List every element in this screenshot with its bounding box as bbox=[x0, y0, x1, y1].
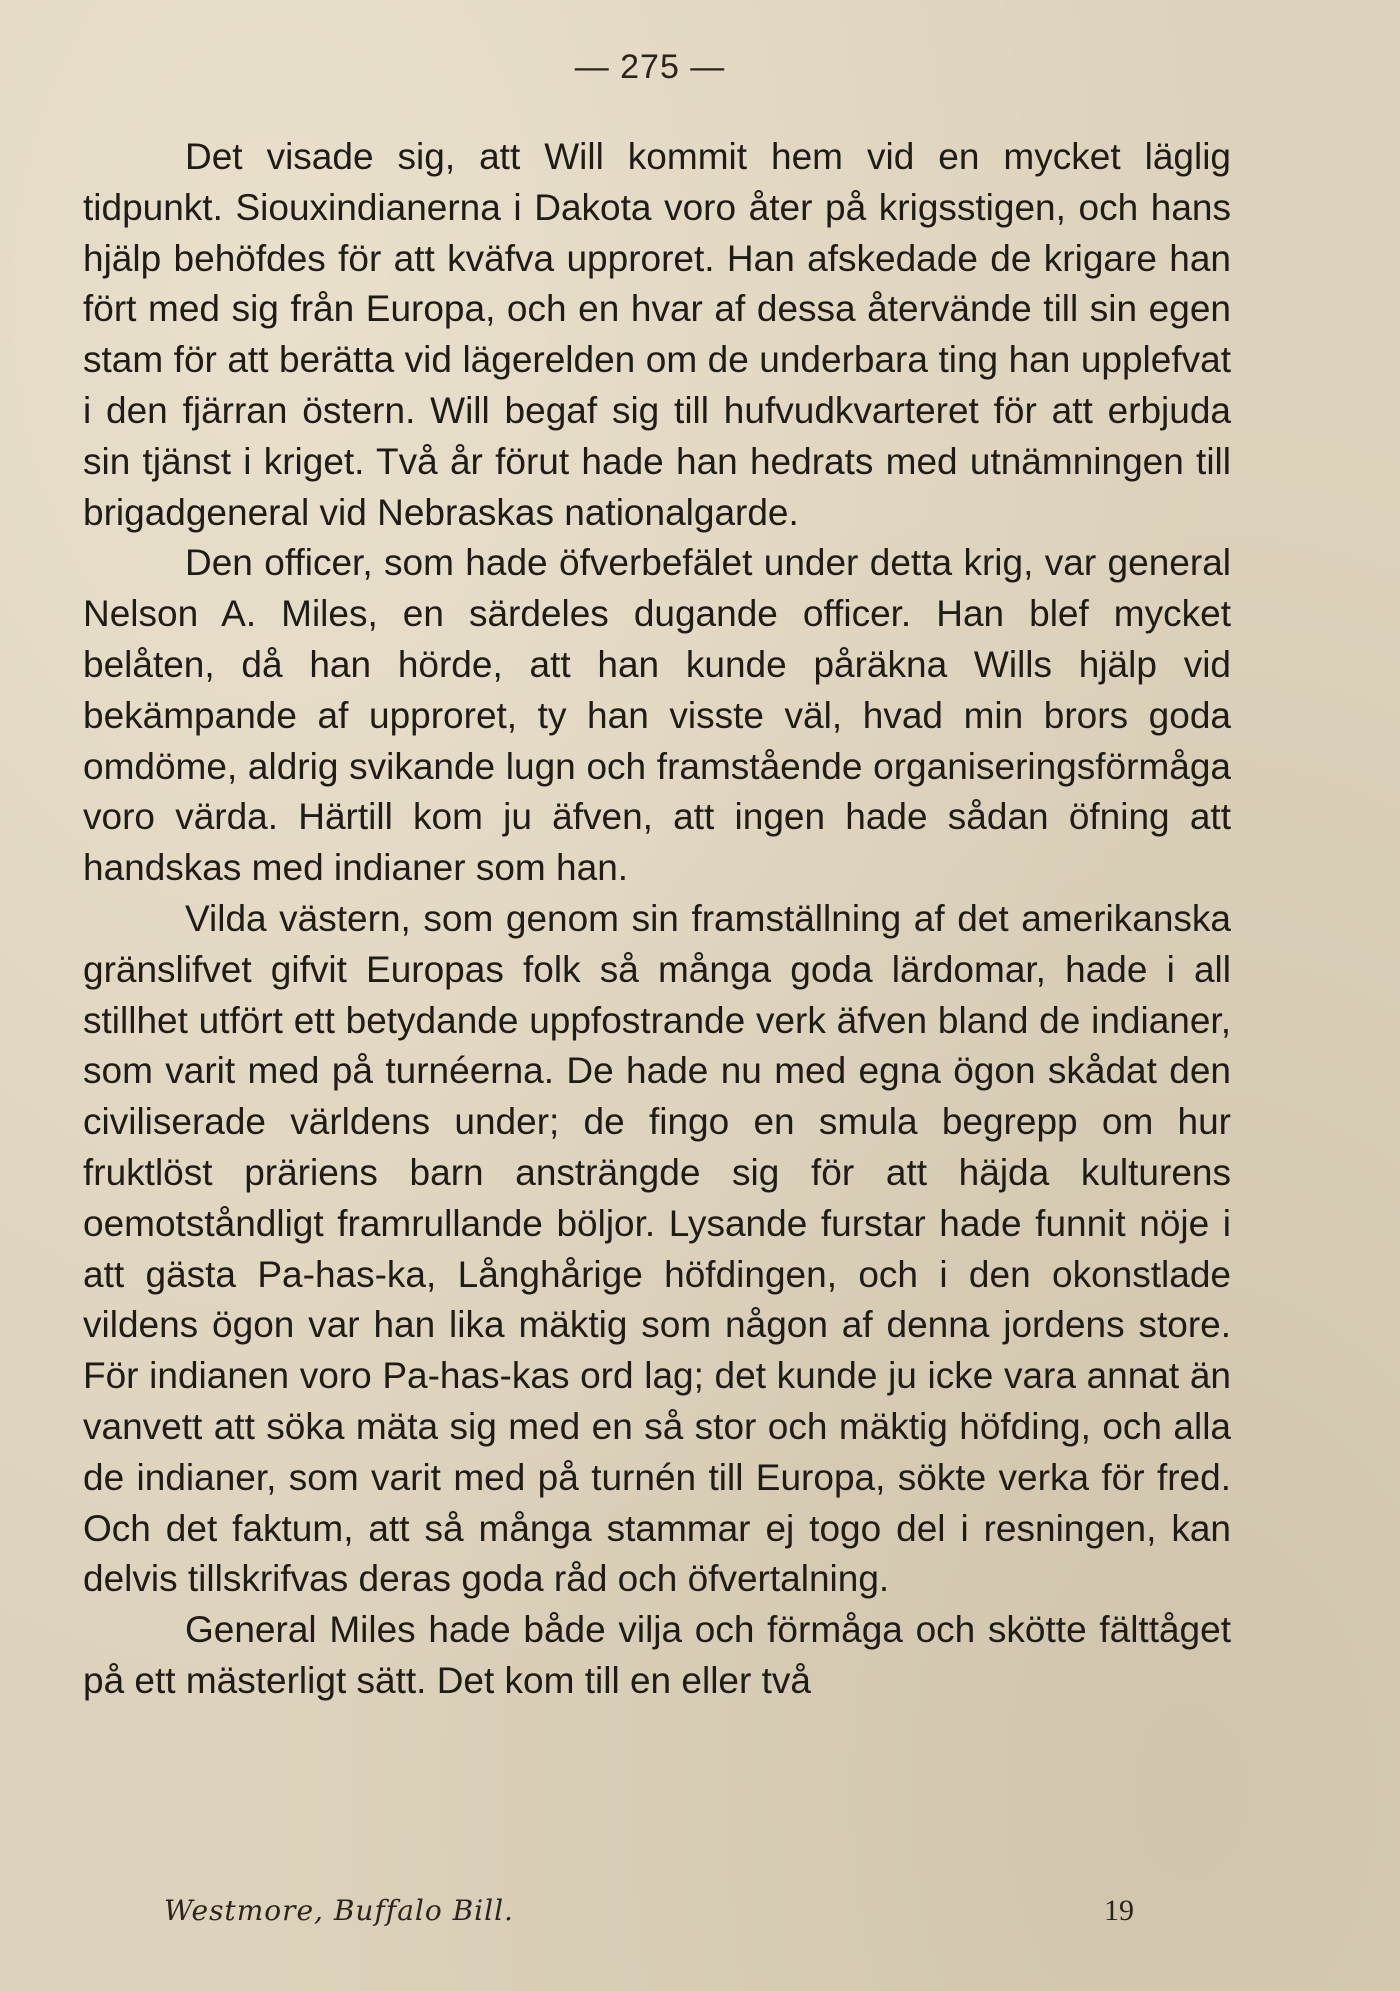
sheet-number: 19 bbox=[1104, 1894, 1134, 1927]
body-text bbox=[83, 132, 1231, 1707]
paragraph: Vilda västern, som genom sin framställning af det amerikanska gränslifvet gifvit Europas folk så många goda lärdomar, hade i all stillhet utfört ett betydande uppfostrande verk äfven bland de indianer, som varit med på turnéerna. De hade nu med egna ögon skådat den civiliserade världens under; de fingo en smula begrepp om hur fruktlöst präriens barn ansträngde sig för att häjda kulturens oemotståndligt framrullande böljor. Lysande furstar hade funnit nöje i att gästa Pa-has-ka, Långhårige höfdingen, och i den okonstlade vildens ögon var han lika mäktig som någon af denna jordens store. För indianen voro Pa-has-kas ord lag; det kunde ju icke vara annat än vanvett att söka mäta sig med en så stor och mäktig höfding, och alla de indianer, som varit med på turnén till Europa, sökte verka för fred. Och det faktum, att så många stammar ej togo del i resningen, kan delvis tillskrifvas deras goda råd och öfvertalning. bbox=[83, 897, 1231, 1600]
footer-signature: Westmore, Buffalo Bill. bbox=[164, 1894, 514, 1927]
page-number: — 275 — bbox=[574, 48, 726, 86]
paragraph: Det visade sig, att Will kommit hem vid en mycket läglig tidpunkt. Siouxindianerna i Dakota voro åter på krigsstigen, och hans hjälp behöfdes för att kväfva upproret. Han afskedade de krigare han fört med sig från Europa, och en hvar af dessa återvände till sin egen stam för att berätta vid lägerelden om de underbara ting han upplefvat i den fjärran östern. Will begaf sig till hufvudkvarteret för att erbjuda sin tjänst i kriget. Två år förut hade han hedrats med utnämningen till brigadgeneral vid Nebraskas nationalgarde. bbox=[83, 136, 1231, 533]
paragraph: Den officer, som hade öfverbefälet under detta krig, var general Nelson A. Miles, en särdeles dugande officer. Han blef mycket belåten, då han hörde, att han kunde påräkna Wills hjälp vid bekämpande af upproret, ty han visste väl, hvad min brors goda omdöme, aldrig svikande lugn och framstående organiseringsförmåga voro värda. Härtill kom ju äfven, att ingen hade sådan öfning att handskas med indianer som han. bbox=[83, 542, 1231, 889]
paragraph: General Miles hade både vilja och förmåga och skötte fälttåget på ett mästerligt sätt. Det kom till en eller två bbox=[83, 1609, 1231, 1701]
page-footer bbox=[164, 1894, 1144, 1934]
